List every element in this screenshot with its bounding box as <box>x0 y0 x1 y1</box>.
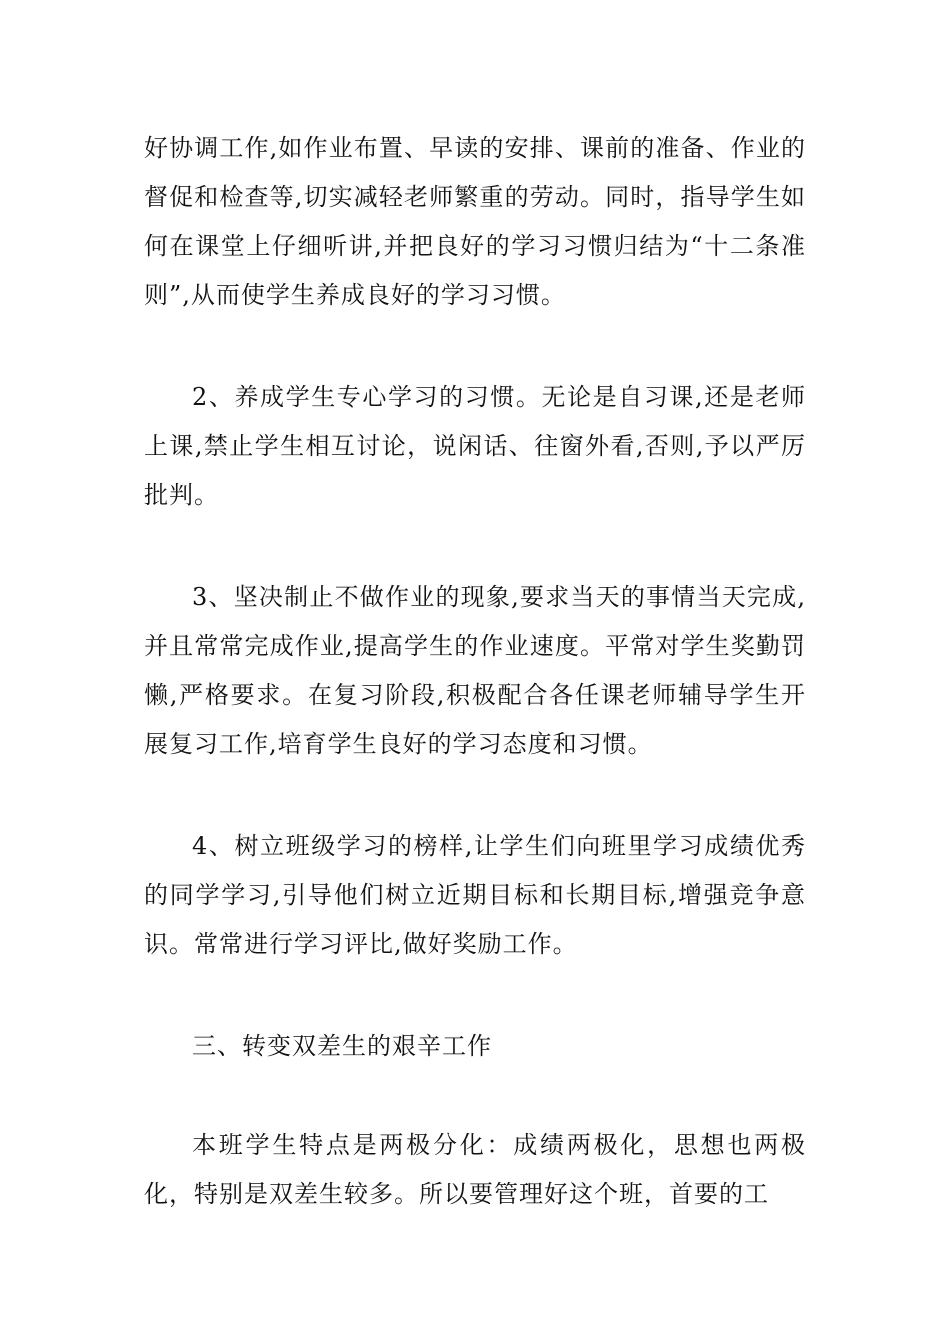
paragraph-continuation: 好协调工作,如作业布置、早读的安排、课前的准备、作业的督促和检查等,切实减轻老师繁重的劳动。同时，指导学生如何在课堂上仔细听讲,并把良好的学习习惯归结为“十二条准则”,从而使学生养成良好的学习习惯。 <box>144 134 806 309</box>
section-heading: 三、转变双差生的艰辛工作 <box>192 1032 492 1060</box>
paragraph-item-3: 3、坚决制止不做作业的现象,要求当天的事情当天完成,并且常常完成作业,提高学生的作业速度。平常对学生奖勤罚懒,严格要求。在复习阶段,积极配合各任课老师辅导学生开展复习工作,培育学生良好的学习态度和习惯。 <box>144 583 806 758</box>
paragraph-item-2: 2、养成学生专心学习的习惯。无论是自习课,还是老师上课,禁止学生相互讨论，说闲话、往窗外看,否则,予以严厉批判。 <box>144 383 806 509</box>
paragraph-section-intro: 本班学生特点是两极分化：成绩两极化，思想也两极化，特别是双差生较多。所以要管理好这个班，首要的工 <box>144 1131 806 1208</box>
paragraph-item-4: 4、树立班级学习的榜样,让学生们向班里学习成绩优秀的同学学习,引导他们树立近期目标和长期目标,增强竞争意识。常常进行学习评比,做好奖励工作。 <box>144 832 806 958</box>
